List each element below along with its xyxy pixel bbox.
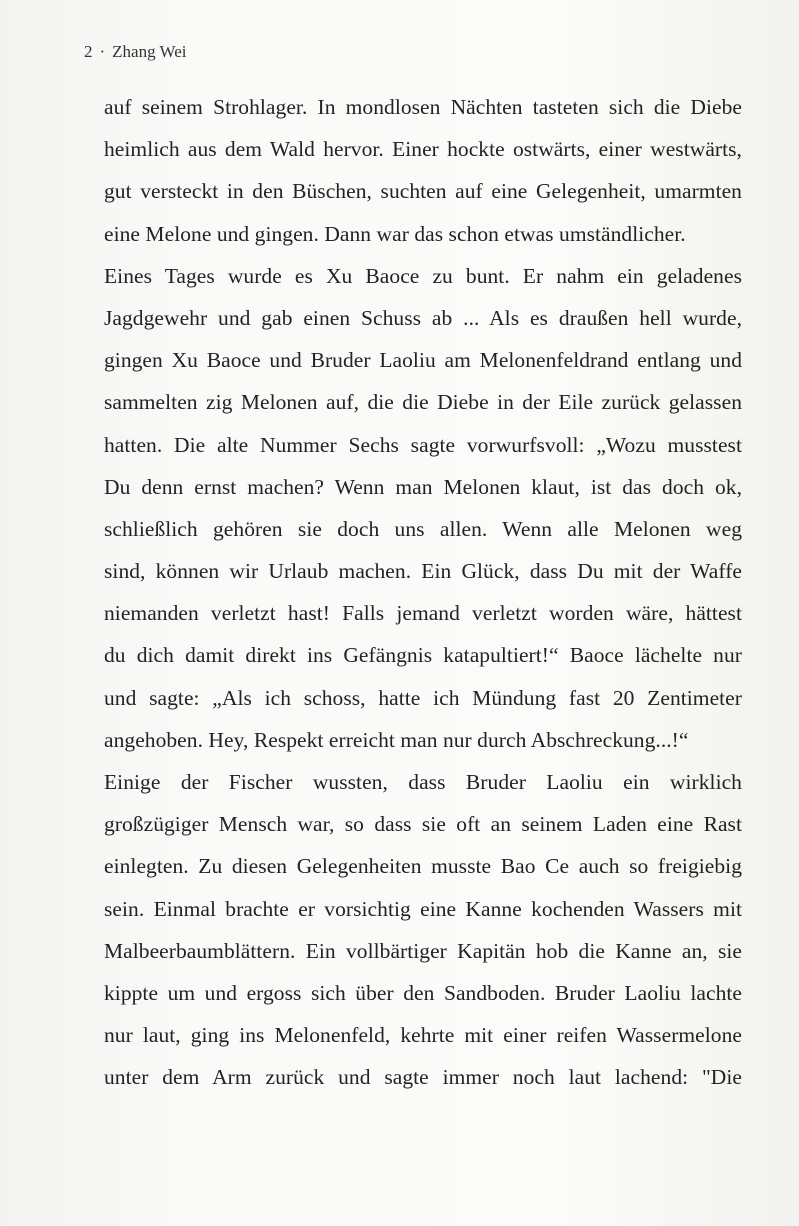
text-line: Du denn ernst machen? Wenn man Melonen klaut, ist das doch ok, xyxy=(104,474,742,499)
text-line: sammelten zig Melonen auf, die die Diebe in der Eile zurück gelassen xyxy=(104,390,742,415)
text-line: Einige der Fischer wussten, dass Bruder Laoliu ein wirklich xyxy=(104,770,742,794)
text-line: eine Melone und gingen. Dann war das schon etwas umständlicher. xyxy=(104,221,686,246)
text-line: kippte um und ergoss sich über den Sandboden. Bruder Laoliu lachte xyxy=(104,980,742,1005)
text-line: großzügiger Mensch war, so dass sie oft an seinem Laden eine Rast xyxy=(104,812,742,837)
text-line: angehoben. Hey, Respekt erreicht man nur durch Abschreckung...!“ xyxy=(104,727,689,752)
text-line: auf seinem Strohlager. In mondlosen Nächten tasteten sich die Diebe xyxy=(104,95,742,119)
text-line: Eines Tages wurde es Xu Baoce zu bunt. Er nahm ein geladenes xyxy=(104,263,742,288)
text-line: heimlich aus dem Wald hervor. Einer hockte ostwärts, einer westwärts, xyxy=(104,137,742,162)
text-line: hatten. Die alte Nummer Sechs sagte vorwurfsvoll: „Wozu musstest xyxy=(104,432,742,457)
text-line: unter dem Arm zurück und sagte immer noch laut lachend: "Die xyxy=(104,1065,742,1090)
header-separator: · xyxy=(99,42,106,61)
text-line: du dich damit direkt ins Gefängnis katapultiert!“ Baoce lächelte nur xyxy=(104,643,742,668)
text-line: gut versteckt in den Büschen, suchten auf eine Gelegenheit, umarmten xyxy=(104,179,742,204)
text-line: sind, können wir Urlaub machen. Ein Glück, dass Du mit der Waffe xyxy=(104,559,742,584)
text-line: gingen Xu Baoce und Bruder Laoliu am Melonenfeldrand entlang und xyxy=(104,348,742,373)
text-line: niemanden verletzt hast! Falls jemand verletzt worden wäre, hättest xyxy=(104,601,742,626)
text-line: nur laut, ging ins Melonenfeld, kehrte mit einer reifen Wassermelone xyxy=(104,1023,742,1048)
text-line: einlegten. Zu diesen Gelegenheiten musste Bao Ce auch so freigiebig xyxy=(104,854,742,879)
running-header xyxy=(84,42,187,62)
page-number: 2 xyxy=(84,42,93,61)
text-line: schließlich gehören sie doch uns allen. Wenn alle Melonen weg xyxy=(104,516,742,541)
body-text xyxy=(104,86,742,1099)
text-line: und sagte: „Als ich schoss, hatte ich Mündung fast 20 Zentimeter xyxy=(104,685,742,710)
text-line: sein. Einmal brachte er vorsichtig eine Kanne kochenden Wassers mit xyxy=(104,896,742,921)
text-line: Malbeerbaumblättern. Ein vollbärtiger Kapitän hob die Kanne an, sie xyxy=(104,938,742,963)
author-name: Zhang Wei xyxy=(112,42,187,61)
text-line: Jagdgewehr und gab einen Schuss ab ... Als es draußen hell wurde, xyxy=(104,305,742,330)
